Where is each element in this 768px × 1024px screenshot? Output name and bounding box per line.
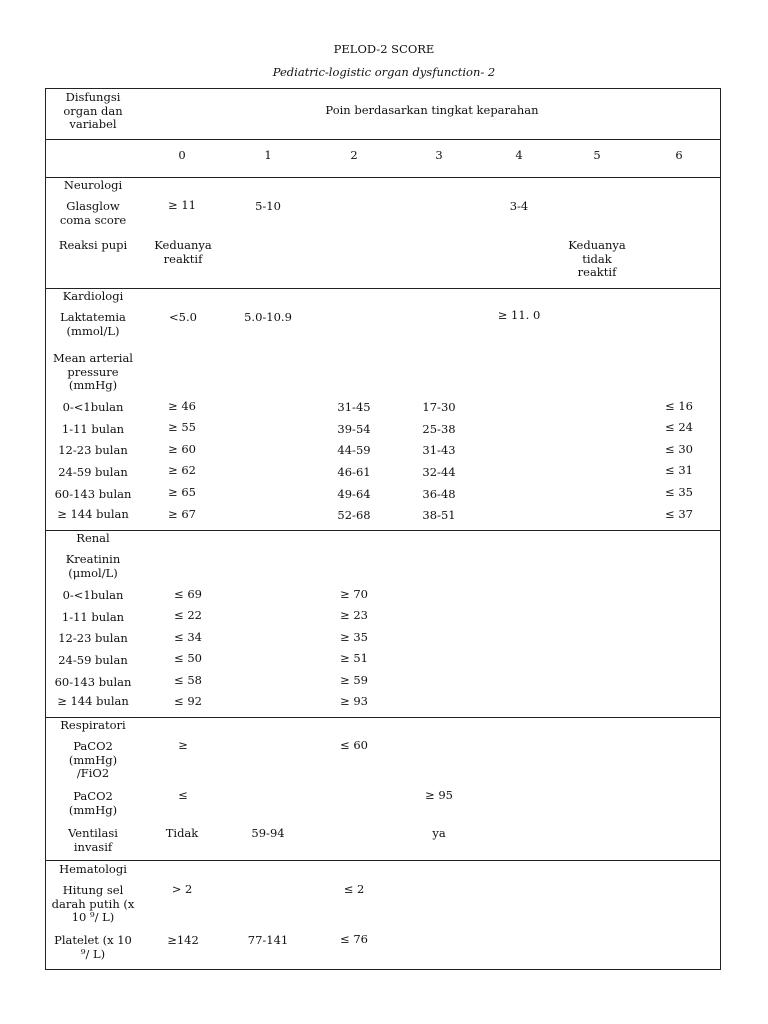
map-row-age: 24-59 bulan <box>58 465 128 479</box>
renal-row-p2: ≥ 23 <box>340 608 368 622</box>
renal-row-age: 0-<1bulan <box>62 588 124 602</box>
map-row-p2: 39-54 <box>337 422 371 436</box>
renal-row-p2: ≥ 70 <box>340 587 368 601</box>
section-title-respiratori: Respiratori <box>60 718 126 732</box>
points-col-6: 6 <box>675 148 683 162</box>
plt-p2: ≤ 76 <box>340 932 368 946</box>
renal-row-age: 1-11 bulan <box>61 610 125 624</box>
pupil-p0: Keduanya reaktif <box>154 238 212 266</box>
points-col-3: 3 <box>435 148 443 162</box>
map-row-p6: ≤ 30 <box>665 442 693 456</box>
wbc-p0: > 2 <box>171 882 193 896</box>
paco2-p3: ≥ 95 <box>425 788 453 802</box>
row-label-platelet: Platelet (x 10 ⁹/ L) <box>54 933 132 961</box>
points-col-2: 2 <box>350 148 358 162</box>
row-label-ventilasi: Ventilasi invasif <box>68 826 118 854</box>
row-label-kreatinin: Kreatinin (μmol/L) <box>65 552 121 580</box>
section-title-neurologi: Neurologi <box>63 178 123 192</box>
renal-row-p2: ≥ 93 <box>340 694 368 708</box>
map-row-p0: ≥ 46 <box>168 399 196 413</box>
map-row-p0: ≥ 62 <box>168 463 196 477</box>
lactate-p0: <5.0 <box>169 310 197 324</box>
map-row-p0: ≥ 60 <box>168 442 196 456</box>
cardio-rule <box>45 530 721 531</box>
gcs-p1: 5-10 <box>255 199 281 213</box>
map-row-p6: ≤ 37 <box>665 507 693 521</box>
row-label-paco2: PaCO2 (mmHg) <box>68 789 118 817</box>
renal-row-p2: ≥ 51 <box>340 651 368 665</box>
renal-row-age: 60-143 bulan <box>54 675 132 689</box>
plt-p0: ≥142 <box>167 933 199 947</box>
lactate-p1: 5.0-10.9 <box>244 310 292 324</box>
map-row-p2: 49-64 <box>337 487 371 501</box>
map-row-p2: 31-45 <box>337 400 371 414</box>
renal-row-age: ≥ 144 bulan <box>57 694 129 708</box>
map-row-age: 60-143 bulan <box>54 487 132 501</box>
renal-row-p0: ≤ 58 <box>174 673 202 687</box>
vent-p3: ya <box>432 826 446 840</box>
row-label-laktatemia: Laktatemia (mmol/L) <box>60 310 126 338</box>
page-subtitle: Pediatric-logistic organ dysfunction- 2 <box>272 65 496 79</box>
map-row-age: ≥ 144 bulan <box>57 507 129 521</box>
map-row-p0: ≥ 67 <box>168 507 196 521</box>
vent-p0: Tidak <box>165 826 199 840</box>
pf-p0: ≥ <box>178 738 188 752</box>
row-label-pf-ratio: PaCO2 (mmHg) /FiO2 <box>68 739 118 781</box>
plt-p1: 77-141 <box>247 933 289 947</box>
map-row-p3: 17-30 <box>422 400 456 414</box>
renal-row-p2: ≥ 35 <box>340 630 368 644</box>
header-points-span: Poin berdasarkan tingkat keparahan <box>325 103 539 117</box>
pf-p2: ≤ 60 <box>340 738 368 752</box>
map-row-p3: 32-44 <box>422 465 456 479</box>
renal-row-p0: ≤ 50 <box>174 651 202 665</box>
map-row-p6: ≤ 35 <box>665 485 693 499</box>
gcs-p4: 3-4 <box>509 199 529 213</box>
map-row-age: 12-23 bulan <box>58 443 128 457</box>
renal-row-p0: ≤ 92 <box>174 694 202 708</box>
map-row-p2: 46-61 <box>337 465 371 479</box>
vent-p1: 59-94 <box>251 826 285 840</box>
section-title-hematologi: Hematologi <box>59 862 127 876</box>
page-title: PELOD-2 SCORE <box>333 42 435 56</box>
map-row-p3: 36-48 <box>422 487 456 501</box>
renal-rule <box>45 717 721 718</box>
map-row-p6: ≤ 16 <box>665 399 693 413</box>
resp-rule <box>45 860 721 861</box>
renal-row-age: 24-59 bulan <box>58 653 128 667</box>
header-rule <box>45 139 721 140</box>
map-row-p6: ≤ 24 <box>665 420 693 434</box>
map-row-p2: 44-59 <box>337 443 371 457</box>
header-variable-label: Disfungsi organ dan variabel <box>63 90 123 132</box>
map-row-p0: ≥ 65 <box>168 485 196 499</box>
pelod-table <box>45 88 721 970</box>
paco2-p0: ≤ <box>178 788 188 802</box>
section-title-kardiologi: Kardiologi <box>62 289 124 303</box>
points-col-0: 0 <box>178 148 186 162</box>
map-row-p3: 25-38 <box>422 422 456 436</box>
map-row-p6: ≤ 31 <box>665 463 693 477</box>
renal-row-p0: ≤ 69 <box>174 587 202 601</box>
row-label-pupil: Reaksi pupi <box>58 238 128 252</box>
row-label-wbc: Hitung sel darah putih (x 10 ⁹/ L) <box>51 883 135 925</box>
row-label-gcs: Glasglow coma score <box>59 199 127 227</box>
pupil-p5: Keduanya tidak reaktif <box>568 238 626 280</box>
map-row-p3: 38-51 <box>422 508 456 522</box>
map-row-age: 0-<1bulan <box>62 400 124 414</box>
points-col-5: 5 <box>593 148 601 162</box>
map-row-p3: 31-43 <box>422 443 456 457</box>
points-col-1: 1 <box>264 148 272 162</box>
renal-row-age: 12-23 bulan <box>58 631 128 645</box>
map-row-p0: ≥ 55 <box>168 420 196 434</box>
lactate-p4: ≥ 11. 0 <box>497 308 541 322</box>
points-col-4: 4 <box>515 148 523 162</box>
renal-row-p2: ≥ 59 <box>340 673 368 687</box>
wbc-p2: ≤ 2 <box>343 882 365 896</box>
map-row-age: 1-11 bulan <box>61 422 125 436</box>
row-label-map: Mean arterial pressure (mmHg) <box>53 351 133 393</box>
neuro-rule <box>45 288 721 289</box>
renal-row-p0: ≤ 22 <box>174 608 202 622</box>
renal-row-p0: ≤ 34 <box>174 630 202 644</box>
points-rule <box>45 177 721 178</box>
section-title-renal: Renal <box>76 531 110 545</box>
gcs-p0: ≥ 11 <box>168 198 196 212</box>
map-row-p2: 52-68 <box>337 508 371 522</box>
